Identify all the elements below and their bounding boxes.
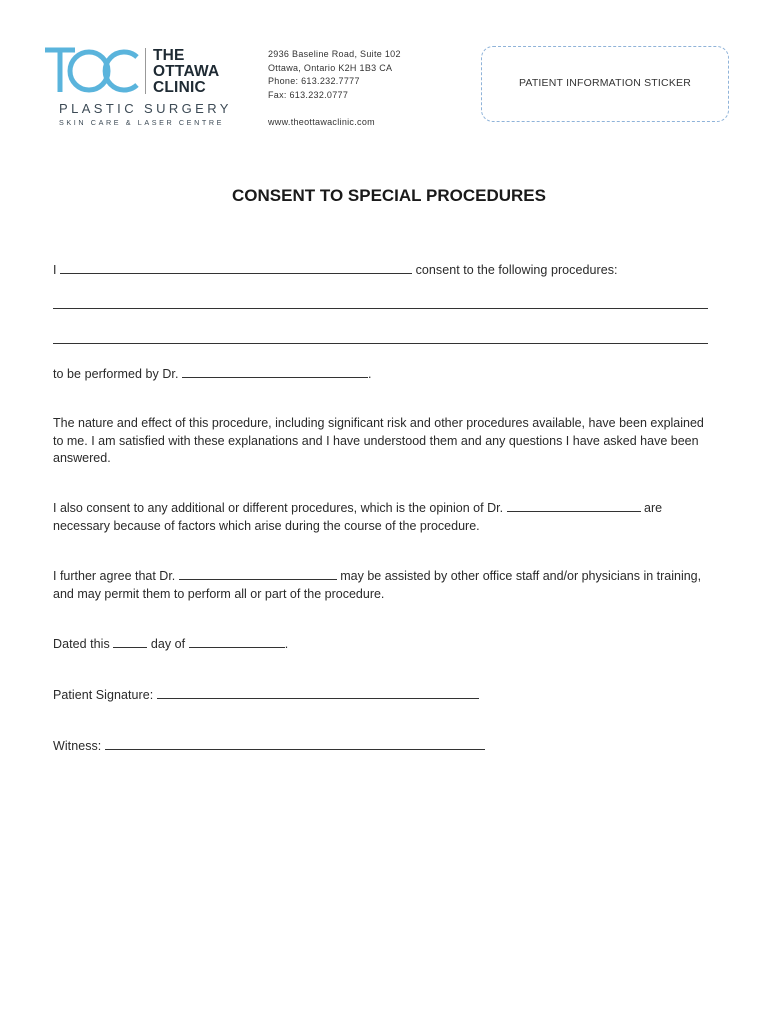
procedures-line-1[interactable] xyxy=(53,296,708,312)
clinic-logo xyxy=(45,46,230,126)
patient-sticker-box xyxy=(481,46,729,122)
patient-signature-field[interactable] xyxy=(157,686,479,699)
nature-paragraph: The nature and effect of this procedure, including significant risk and other procedures available, have been explained to me. I am satisfied with these explanations and I have understood them and any questions I have asked have been answered. xyxy=(53,416,704,465)
logo-tagline-skin-care: SKIN CARE & LASER CENTRE xyxy=(59,118,225,127)
performed-by-line: to be performed by Dr. . xyxy=(53,367,372,381)
document-title: CONSENT TO SPECIAL PROCEDURES xyxy=(232,186,546,205)
patient-name-field[interactable] xyxy=(60,261,412,274)
clinic-name: THE OTTAWA CLINIC xyxy=(153,48,219,96)
month-field[interactable] xyxy=(189,635,285,648)
logo-tagline-plastic-surgery: PLASTIC SURGERY xyxy=(59,101,232,116)
address-street: 2936 Baseline Road, Suite 102 xyxy=(268,49,401,59)
toc-logo-mark xyxy=(45,46,140,94)
assistance-paragraph: I further agree that Dr. may be assisted by other office staff and/or physicians in training, and may permit them to perform all or part of the procedure. xyxy=(53,569,702,601)
patient-signature-line: Patient Signature: xyxy=(53,686,479,702)
dated-line: Dated this day of . xyxy=(53,637,289,651)
clinic-address xyxy=(268,48,401,130)
address-city: Ottawa, Ontario K2H 1B3 CA xyxy=(268,62,393,73)
address-website: www.theottawaclinic.com xyxy=(268,117,375,127)
sticker-label: PATIENT INFORMATION STICKER xyxy=(518,77,692,89)
address-phone: Phone: 613.232.7777 xyxy=(268,76,360,86)
day-field[interactable] xyxy=(113,635,147,648)
performing-doctor-field[interactable] xyxy=(182,365,368,378)
procedures-line-2[interactable] xyxy=(53,331,708,347)
witness-line: Witness: xyxy=(53,737,485,753)
opinion-doctor-field[interactable] xyxy=(507,499,641,512)
address-fax: Fax: 613.232.0777 xyxy=(268,89,349,100)
witness-signature-field[interactable] xyxy=(105,737,485,750)
assisted-doctor-field[interactable] xyxy=(179,567,337,580)
additional-procedures-paragraph: I also consent to any additional or different procedures, which is the opinion of Dr. are necessary because of factors which arise during the course of the procedure. xyxy=(53,501,663,533)
consent-line: I consent to the following procedures: xyxy=(53,263,618,277)
